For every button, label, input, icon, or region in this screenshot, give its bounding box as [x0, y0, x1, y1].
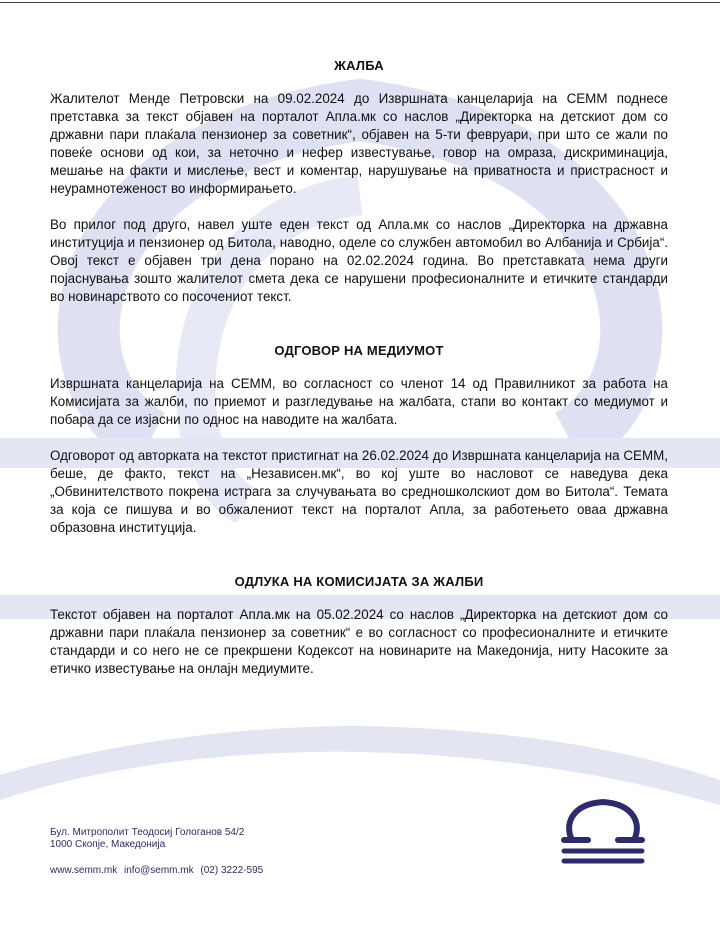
- complaint-section: [50, 58, 668, 306]
- section-title-decision: ОДЛУКА НА КОМИСИЈАТА ЗА ЖАЛБИ: [234, 574, 484, 589]
- contact-line: [50, 865, 263, 877]
- decision-section: [50, 574, 668, 678]
- paragraph: Одговорот од авторката на текстот пристигнат на 26.02.2024 до Извршната канцеларија на СЕММ, беше, де факто, текст на „Независен.мк“, во кој уште во насловот се наведува дека „Обвинителството покрена истрага за случувањата во средношколскиот дом во Битола“. Темата за која се пишува и во обжалениот текст на порталот Апла, за работењето оваа државна образовна институција.: [50, 448, 668, 535]
- footer-contact: [50, 827, 263, 877]
- email-link[interactable]: info@semm.mk: [124, 865, 194, 876]
- website-link[interactable]: www.semm.mk: [50, 865, 118, 876]
- section-title-media-response: ОДГОВОР НА МЕДИУМОТ: [274, 343, 444, 358]
- paragraph: Извршната канцеларија на СЕММ, во согласност со членот 14 од Правилникот за работа на Комисијата за жалби, по приемот и разгледување на жалбата, стапи во контакт со медиумот и побара да се изјасни по однос на наводите на жалбата.: [50, 376, 668, 427]
- paragraph: Жалителот Менде Петровски на 09.02.2024 до Извршната канцеларија на СЕММ поднесе претставка за текст објавен на порталот Апла.мк со наслов „Директорка на детскиот дом со државни пари плаќала пензионер за советник“, објавен на 5-ти февруари, при што се жали по повеќе основи од кои, за неточно и нефер известување, говор на омраза, дискриминација, мешање на факти и мислење, вест и коментар, нарушување на приватноста и пристрасност и неурамнотеженост во информирањето.: [50, 91, 668, 196]
- letter-body: [50, 58, 668, 696]
- media-response-section: [50, 343, 668, 537]
- phone-number: (02) 3222-595: [200, 865, 264, 876]
- paragraph: Текстот објавен на порталот Апла.мк на 05.02.2024 со наслов „Директорка на детскиот дом со државни пари плаќала пензионер за советник“ е во согласност со професионалните и етичките стандарди и со него не се прекршени Кодексот на новинарите на Македонија, ниту Насоките за етичко известување на онлајн медиумите.: [50, 607, 668, 676]
- libra-scales-icon: [558, 792, 648, 872]
- address-line: 1000 Скопје, Македонија: [50, 839, 166, 850]
- section-title-complaint: ЖАЛБА: [334, 58, 384, 73]
- address-line: Бул. Митрополит Теодосиј Гологанов 54/2: [50, 827, 245, 838]
- paragraph: Во прилог под друго, навел уште еден текст од Апла.мк со наслов „Директорка на државна институција и пензионер од Битола, наводно, оделе со службен автомобил во Албанија и Србија“. Овој текст е објавен три дена порано на 02.02.2024 година. Во претставката нема други појаснувања зошто жалителот смета дека се нарушени професионалните и етичките стандарди во новинарството со посочениот текст.: [50, 217, 668, 304]
